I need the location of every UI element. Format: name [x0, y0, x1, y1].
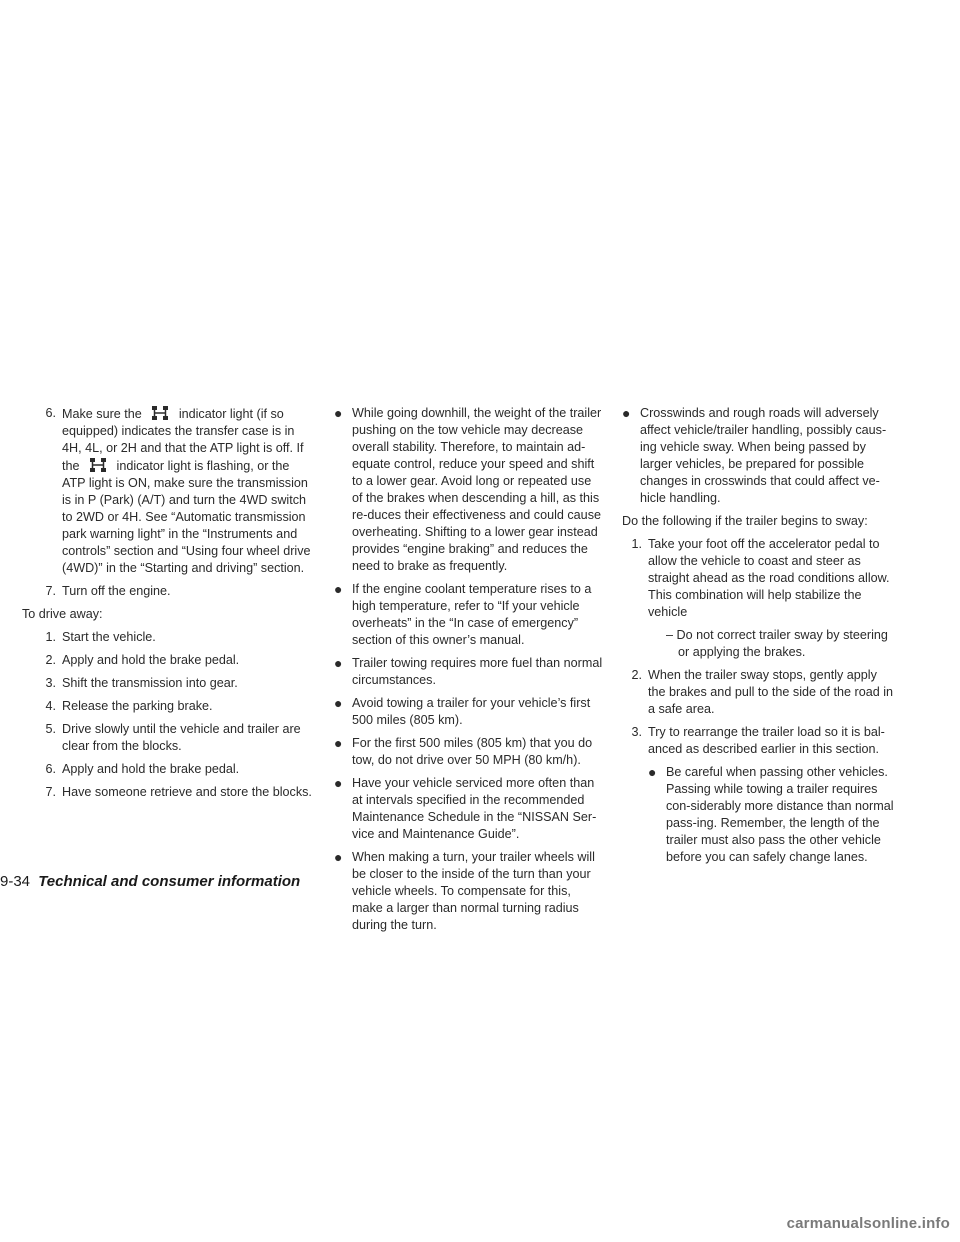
bullet-item	[334, 735, 604, 769]
sway-step-2	[622, 667, 894, 718]
step-6	[22, 405, 314, 577]
bullet-icon: ●	[334, 655, 343, 671]
step-number: 7.	[45, 785, 56, 799]
step-number: 2.	[631, 668, 642, 682]
bullet-item	[334, 775, 604, 843]
bullet-item	[334, 849, 604, 934]
drive-step	[22, 721, 314, 755]
bullet-text: If the engine coolant temperature rises to a high temperature, refer to “If your vehicle overheats” in the “In case of emergency” section of this owner’s manual.	[352, 582, 592, 647]
bullet-text: While going downhill, the weight of the trailer pushing on the tow vehicle may decrease overall stability. Therefore, to maintain ad-equate control, reduce your speed and shift to a lower gear. Avoid long or repeated use of the brakes when descending a hill, as this re-duces their effectiveness and could cause overheating. Shifting to a lower gear instead provides “engine braking” and reduces the need to brake as frequently.	[352, 406, 602, 573]
four-wheel-drive-indicator-icon	[87, 457, 109, 473]
step-number: 3.	[45, 676, 56, 690]
drive-away-heading: To drive away:	[22, 607, 103, 621]
drive-step	[22, 761, 314, 778]
drive-step	[22, 784, 314, 801]
bullet-text: Crosswinds and rough roads will adversely affect vehicle/trailer handling, possibly caus-ing vehicle sway. When being passed by larger vehicles, be prepared for possible changes in crosswinds that could affect ve-hicle handling.	[640, 406, 887, 505]
bullet-item-crosswinds	[622, 405, 894, 507]
step-text: Drive slowly until the vehicle and trailer are clear from the blocks.	[62, 722, 301, 753]
bullet-text: Be careful when passing other vehicles. Passing while towing a trailer requires con-siderably more distance than normal pass-ing. Remember, the length of the trailer must also pass the other vehicle before you can safely change lanes.	[666, 765, 894, 864]
drive-step	[22, 698, 314, 715]
bullet-text: Trailer towing requires more fuel than normal circumstances.	[352, 656, 603, 687]
step-number: 3.	[631, 725, 642, 739]
sway-heading: Do the following if the trailer begins to sway:	[622, 514, 868, 528]
sway-step-1	[622, 536, 894, 621]
bullet-icon: ●	[648, 764, 657, 780]
step-text-a: Make sure the	[62, 407, 142, 421]
bullet-item	[334, 655, 604, 689]
bullet-icon: ●	[334, 405, 343, 421]
bullet-item	[334, 695, 604, 729]
bullet-icon: ●	[334, 581, 343, 597]
step-text-c: indicator light is flashing, or the ATP light is ON, make sure the transmission is in P (Park) (A/T) and turn the 4WD switch to 2WD or 4H. See “Automatic transmission park warning light” in the “Instruments and controls” section and “Using four wheel drive (4WD)” in the “Starting and driving” section.	[62, 459, 311, 575]
sway-dash-item: – Do not correct trailer sway by steering or applying the brakes.	[666, 628, 888, 659]
column-right	[622, 405, 894, 872]
bullet-text: For the first 500 miles (805 km) that you do tow, do not drive over 50 MPH (80 km/h).	[352, 736, 593, 767]
step-text: Have someone retrieve and store the blocks.	[62, 785, 312, 799]
drive-step	[22, 629, 314, 646]
bullet-icon: ●	[334, 735, 343, 751]
bullet-text: Have your vehicle serviced more often than at intervals specified in the recommended Maintenance Schedule in the “NISSAN Ser-vice and Maintenance Guide”.	[352, 776, 597, 841]
four-wheel-drive-indicator-icon	[149, 405, 171, 421]
bullet-icon: ●	[334, 775, 343, 791]
step-number: 6.	[45, 406, 56, 420]
step-text: Try to rearrange the trailer load so it is bal-anced as described earlier in this section.	[648, 725, 885, 756]
page-footer	[0, 873, 300, 890]
step-number: 4.	[45, 699, 56, 713]
step-number: 2.	[45, 653, 56, 667]
step-text: When the trailer sway stops, gently apply the brakes and pull to the side of the road in a safe area.	[648, 668, 894, 716]
sway-step-3	[622, 724, 894, 758]
step-text: Shift the transmission into gear.	[62, 676, 238, 690]
step-number: 6.	[45, 762, 56, 776]
step-text-b: indicator light (if so equipped) indicates the transfer case is in 4H, 4L, or 2H and that the ATP light is off. If the	[62, 407, 304, 473]
column-middle	[334, 405, 604, 940]
drive-step	[22, 675, 314, 692]
step-text: Take your foot off the accelerator pedal to allow the vehicle to coast and steer as straight ahead as the road conditions allow. This combination will help stabilize the vehicle	[648, 537, 890, 619]
page-number: 9-34	[0, 873, 31, 890]
step-number: 7.	[45, 584, 56, 598]
bullet-icon: ●	[334, 849, 343, 865]
step-text: Apply and hold the brake pedal.	[62, 762, 240, 776]
step-text: Turn off the engine.	[62, 584, 171, 598]
step-text: Release the parking brake.	[62, 699, 213, 713]
bullet-item-passing	[648, 764, 894, 866]
column-left	[22, 405, 314, 807]
step-text: Apply and hold the brake pedal.	[62, 653, 240, 667]
step-7	[22, 583, 314, 600]
step-number: 5.	[45, 722, 56, 736]
bullet-item	[334, 405, 604, 575]
bullet-icon: ●	[622, 405, 631, 421]
step-number: 1.	[631, 537, 642, 551]
bullet-text: When making a turn, your trailer wheels will be closer to the inside of the turn than your vehicle wheels. To compensate for this, make a larger than normal turning radius during the turn.	[352, 850, 595, 932]
bullet-icon: ●	[334, 695, 343, 711]
step-number: 1.	[45, 630, 56, 644]
step-text: Start the vehicle.	[62, 630, 156, 644]
bullet-text: Avoid towing a trailer for your vehicle’s first 500 miles (805 km).	[352, 696, 591, 727]
bullet-item	[334, 581, 604, 649]
section-title: Technical and consumer information	[38, 873, 301, 890]
drive-step	[22, 652, 314, 669]
watermark: carmanualsonline.info	[786, 1215, 950, 1232]
